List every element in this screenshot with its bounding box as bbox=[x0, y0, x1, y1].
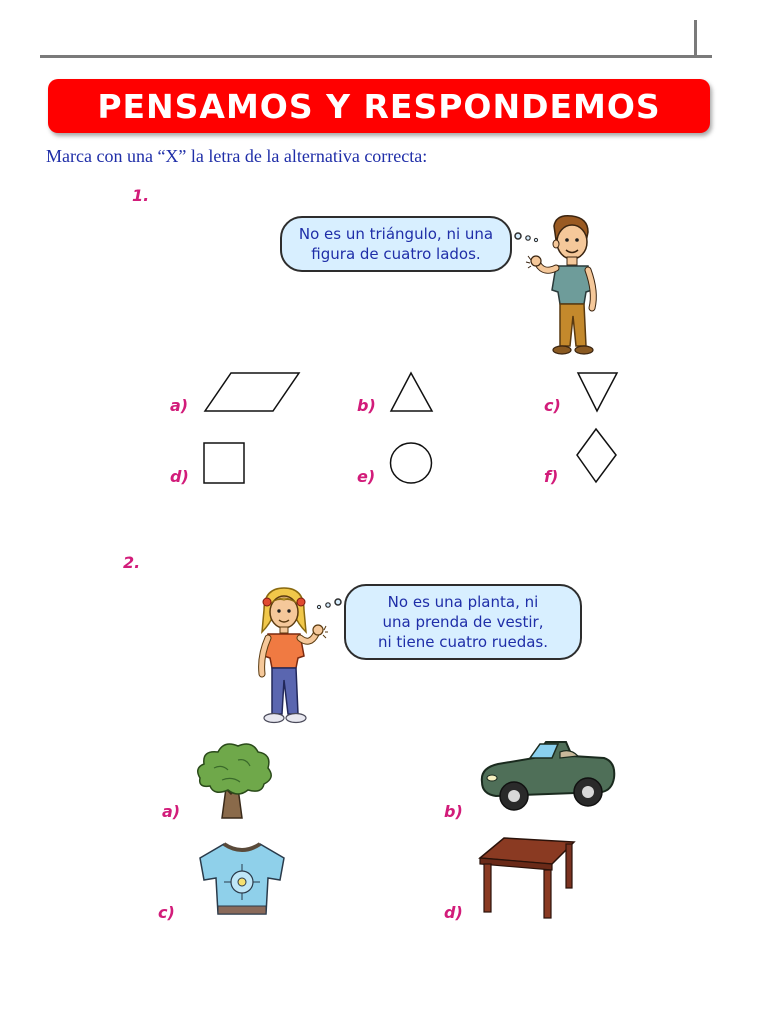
instruction-text: Marca con una “X” la letra de la alternativa correcta: bbox=[46, 146, 428, 166]
triangle-icon[interactable] bbox=[390, 372, 434, 412]
option-2a-label[interactable]: a) bbox=[162, 802, 181, 821]
girl-character-icon bbox=[250, 584, 334, 726]
option-1c-label[interactable]: c) bbox=[544, 396, 561, 415]
option-2d-label[interactable]: d) bbox=[444, 903, 463, 922]
car-icon[interactable] bbox=[476, 738, 618, 816]
parallelogram-icon[interactable] bbox=[203, 372, 301, 412]
option-1f-label[interactable]: f) bbox=[544, 467, 559, 486]
option-1a-label[interactable]: a) bbox=[170, 396, 189, 415]
circle-icon[interactable] bbox=[389, 442, 433, 484]
option-2b-label[interactable]: b) bbox=[444, 802, 463, 821]
option-1e-label[interactable]: e) bbox=[357, 467, 376, 486]
page-title: PENSAMOS Y RESPONDEMOS bbox=[97, 86, 661, 126]
option-1d-label[interactable]: d) bbox=[170, 467, 189, 486]
header-rule bbox=[40, 55, 712, 58]
question-2-number: 2. bbox=[123, 553, 141, 572]
inverted-triangle-icon[interactable] bbox=[577, 372, 619, 412]
rhombus-icon[interactable] bbox=[576, 428, 618, 484]
question-2-speech-text: No es una planta, ni una prenda de vestir, ni tiene cuatro ruedas. bbox=[377, 593, 549, 651]
table-icon[interactable] bbox=[476, 836, 576, 920]
question-1-number: 1. bbox=[132, 186, 150, 205]
sweater-icon[interactable] bbox=[194, 840, 290, 920]
option-2c-label[interactable]: c) bbox=[158, 903, 175, 922]
header-rule-tick bbox=[694, 20, 697, 56]
question-1-speech-text: No es un triángulo, ni una figura de cuatro lados. bbox=[298, 225, 494, 263]
boy-character-icon bbox=[526, 212, 606, 358]
question-1-speech-bubble bbox=[280, 216, 512, 272]
option-1b-label[interactable]: b) bbox=[357, 396, 376, 415]
square-icon[interactable] bbox=[203, 442, 245, 484]
title-banner bbox=[48, 79, 710, 133]
tree-icon[interactable] bbox=[192, 738, 276, 820]
question-2-speech-bubble bbox=[344, 584, 582, 660]
